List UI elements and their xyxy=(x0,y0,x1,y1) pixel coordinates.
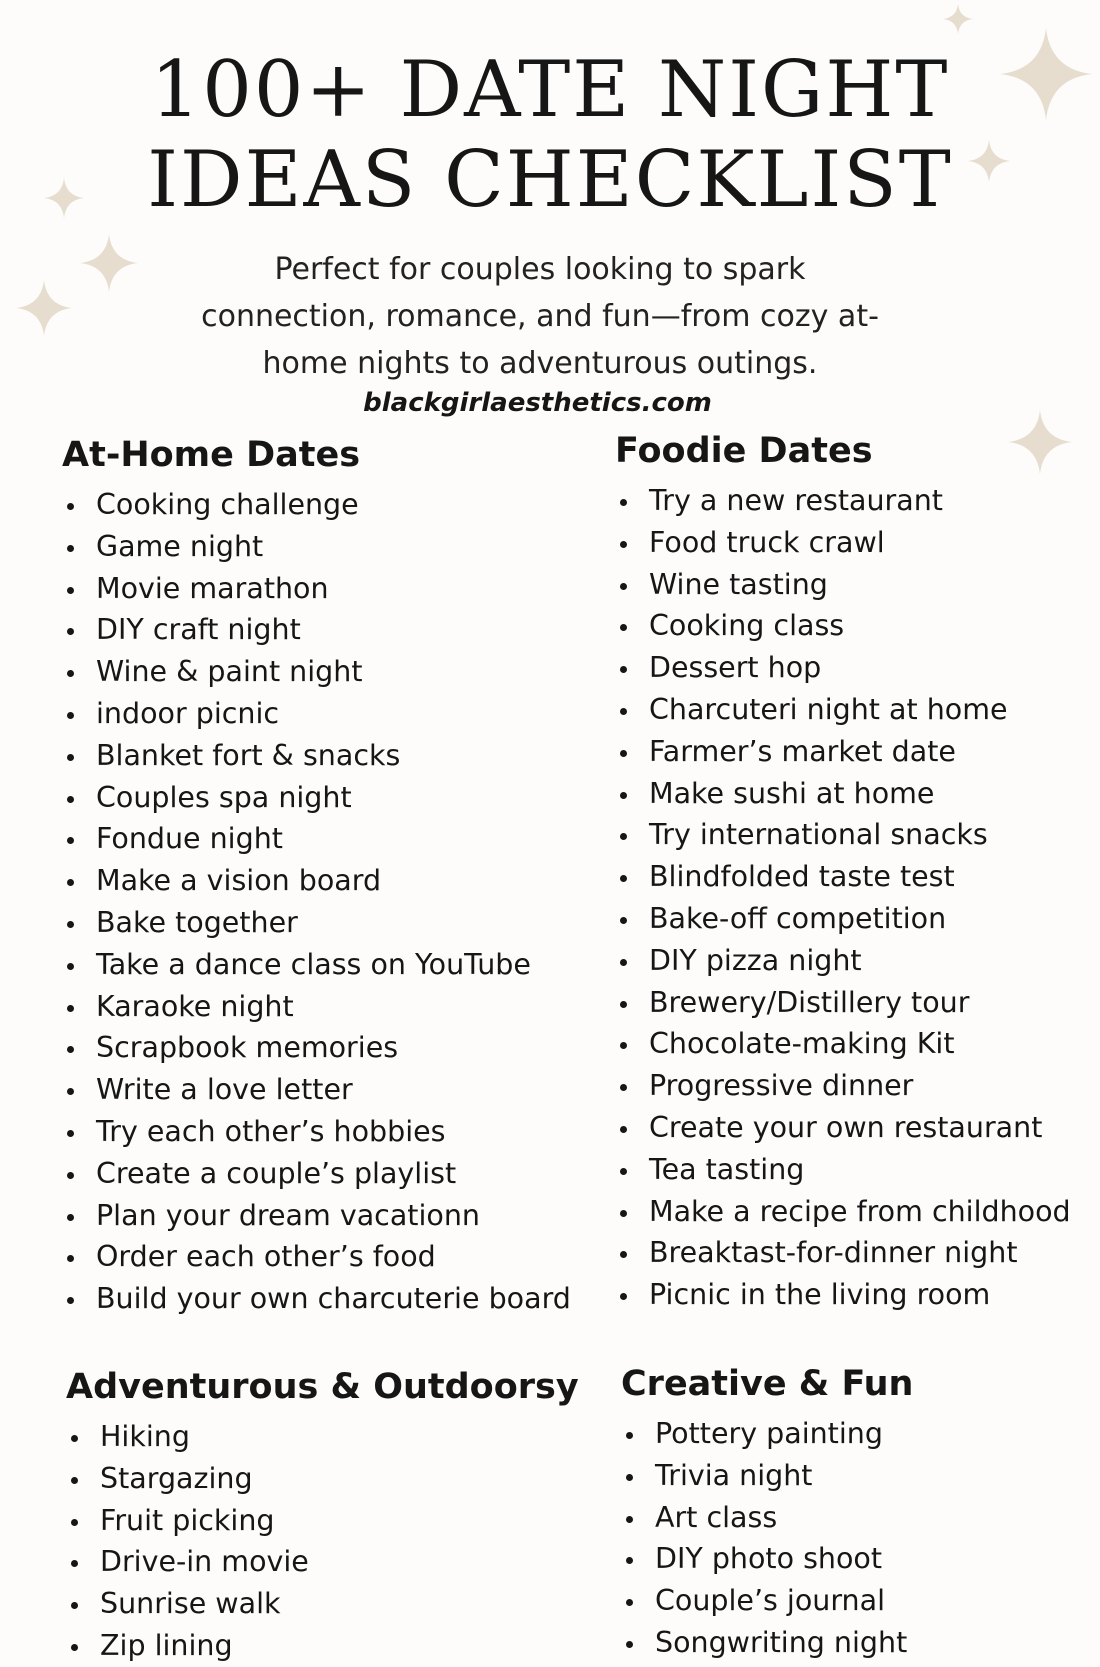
checklist-item: Drive-in movie xyxy=(66,1541,579,1583)
checklist-item: Try each other’s hobbies xyxy=(62,1111,571,1153)
sparkle-icon xyxy=(16,280,72,336)
checklist-item: Order each other’s food xyxy=(62,1236,571,1278)
checklist-item: Trivia night xyxy=(621,1455,913,1497)
checklist-item: Couple’s journal xyxy=(621,1580,913,1622)
subtitle-line: connection, romance, and fun—from cozy at- xyxy=(201,299,879,334)
checklist-item: Picnic in the living room xyxy=(615,1274,1071,1316)
section-heading: At-Home Dates xyxy=(62,435,361,475)
checklist-item: Make a recipe from childhood xyxy=(615,1191,1071,1233)
sparkle-icon xyxy=(80,234,138,292)
checklist-item: Pottery painting xyxy=(621,1413,913,1455)
checklist-item: Scrapbook memories xyxy=(62,1027,571,1069)
checklist-item: Bake-off competition xyxy=(615,898,1071,940)
checklist-item: DIY pizza night xyxy=(615,940,1071,982)
checklist-item: Fondue night xyxy=(62,818,571,860)
checklist-item: Build your own charcuterie board xyxy=(62,1278,571,1320)
section-heading: Creative & Fun xyxy=(621,1364,914,1404)
subtitle xyxy=(150,246,930,387)
checklist-item: Food truck crawl xyxy=(615,522,1071,564)
checklist-item: Try a new restaurant xyxy=(615,480,1071,522)
sparkle-icon xyxy=(1000,28,1092,120)
checklist-item: DIY photo shoot xyxy=(621,1538,913,1580)
title-line-1: 100+ DATE NIGHT xyxy=(150,45,950,135)
sparkle-icon xyxy=(943,4,973,34)
checklist-item: Brewery/Distillery tour xyxy=(615,982,1071,1024)
section-heading: Adventurous & Outdoorsy xyxy=(66,1367,579,1407)
title-line-2: IDEAS CHECKLIST xyxy=(147,135,953,225)
checklist-item: Cooking class xyxy=(615,605,1071,647)
subtitle-line: Perfect for couples looking to spark xyxy=(274,252,806,287)
checklist-item: DIY craft night xyxy=(62,609,571,651)
section-foodie xyxy=(615,428,1071,1316)
checklist-item: Farmer’s market date xyxy=(615,731,1071,773)
checklist-item: Create a couple’s playlist xyxy=(62,1153,571,1195)
section-adventurous xyxy=(66,1364,579,1667)
checklist-item: Game night xyxy=(62,526,571,568)
checklist xyxy=(66,1416,579,1667)
checklist-item: Charcuteri night at home xyxy=(615,689,1071,731)
checklist-item: Plan your dream vacationn xyxy=(62,1195,571,1237)
checklist-item: Tea tasting xyxy=(615,1149,1071,1191)
sparkle-icon xyxy=(1008,410,1072,474)
checklist-item: indoor picnic xyxy=(62,693,571,735)
checklist-item: Hiking xyxy=(66,1416,579,1458)
website-link: blackgirlaesthetics.com xyxy=(363,388,712,418)
checklist-item: Movie marathon xyxy=(62,568,571,610)
checklist xyxy=(62,484,571,1320)
checklist-item: Progressive dinner xyxy=(615,1065,1071,1107)
checklist-item: Blindfolded taste test xyxy=(615,856,1071,898)
checklist xyxy=(621,1413,913,1664)
checklist-item: Bake together xyxy=(62,902,571,944)
checklist-item: Blanket fort & snacks xyxy=(62,735,571,777)
checklist-item: Chocolate-making Kit xyxy=(615,1023,1071,1065)
sparkle-icon xyxy=(44,178,84,218)
section-at-home xyxy=(62,432,571,1320)
subtitle-line: home nights to adventurous outings. xyxy=(262,346,818,381)
checklist-item: Karaoke night xyxy=(62,986,571,1028)
checklist-item: Make sushi at home xyxy=(615,773,1071,815)
section-heading: Foodie Dates xyxy=(615,431,873,471)
checklist-item: Make a vision board xyxy=(62,860,571,902)
checklist-item: Cooking challenge xyxy=(62,484,571,526)
checklist-item: Write a love letter xyxy=(62,1069,571,1111)
checklist-item: Couples spa night xyxy=(62,777,571,819)
checklist-item: Wine tasting xyxy=(615,564,1071,606)
checklist-item: Zip lining xyxy=(66,1625,579,1667)
checklist-item: Stargazing xyxy=(66,1458,579,1500)
sparkle-icon xyxy=(968,140,1010,182)
checklist xyxy=(615,480,1071,1316)
checklist-item: Songwriting night xyxy=(621,1622,913,1664)
checklist-item: Art class xyxy=(621,1497,913,1539)
checklist-item: Breaktast-for-dinner night xyxy=(615,1232,1071,1274)
checklist-item: Take a dance class on YouTube xyxy=(62,944,571,986)
checklist-item: Sunrise walk xyxy=(66,1583,579,1625)
checklist-item: Create your own restaurant xyxy=(615,1107,1071,1149)
checklist-item: Wine & paint night xyxy=(62,651,571,693)
checklist-item: Try international snacks xyxy=(615,814,1071,856)
section-creative xyxy=(621,1361,913,1664)
checklist-item: Dessert hop xyxy=(615,647,1071,689)
checklist-item: Fruit picking xyxy=(66,1500,579,1542)
